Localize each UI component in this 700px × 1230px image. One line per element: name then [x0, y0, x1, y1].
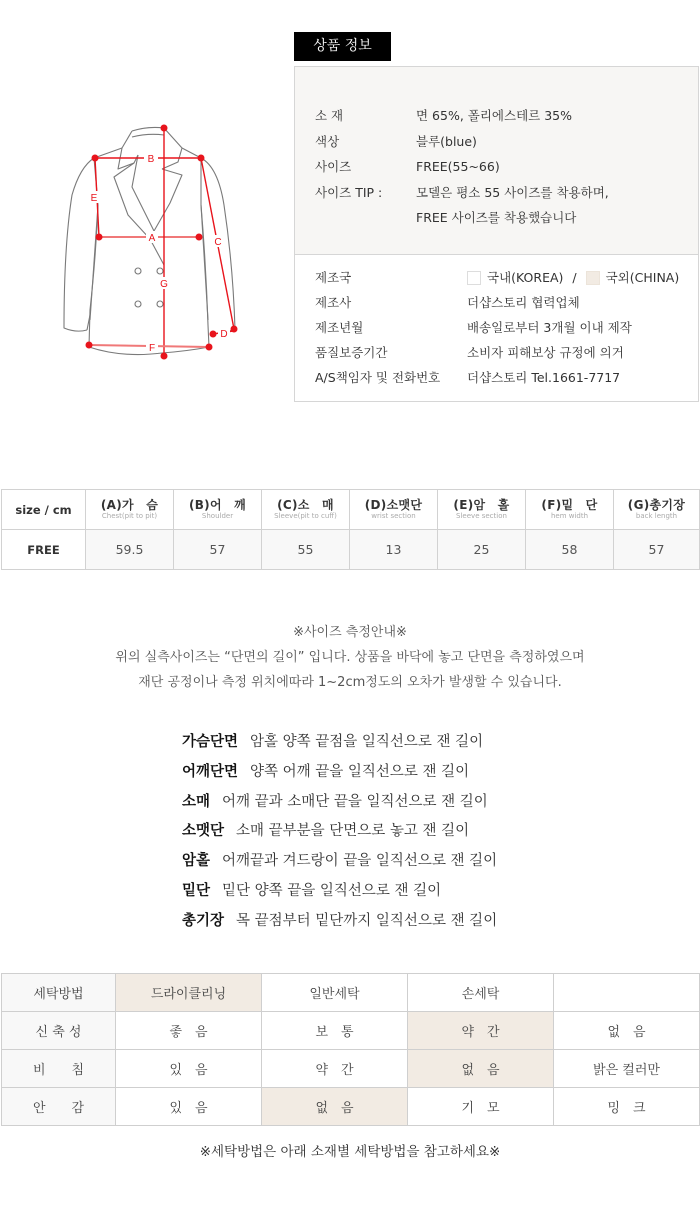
- spec-row-size-tip: [315, 180, 698, 206]
- spec-value: FREE 사이즈를 착용했습니다: [416, 210, 577, 225]
- definition-item: 가슴단면 암홀 양쪽 끝점을 일직선으로 잰 길이: [182, 734, 484, 750]
- svg-text:F: F: [148, 343, 156, 354]
- care-cell-selected: 없 음: [408, 1050, 554, 1088]
- size-value-cell: 57: [614, 530, 700, 570]
- manufacture-date-row: [315, 315, 698, 340]
- col-hem: (F)밑 단 hem width: [526, 490, 614, 530]
- definition-item: 암홀 어깨끝과 겨드랑이 끝을 일직선으로 잰 길이: [182, 853, 498, 870]
- care-cell: 밝은 컬러만: [554, 1050, 700, 1088]
- definition-item: 어깨단면 양쪽 어깨 끝을 일직선으로 잰 길이: [182, 763, 470, 780]
- size-value-cell: 57: [174, 530, 262, 570]
- care-cell: 기 모: [408, 1088, 554, 1126]
- definition-item: 밑단 밑단 양쪽 끝을 일직선으로 잰 길이: [182, 882, 442, 899]
- care-cell: 밍 크: [554, 1088, 700, 1126]
- care-cell: 보 통: [262, 1012, 408, 1050]
- info-value: 소비자 피해보상 규정에 의거: [467, 345, 624, 360]
- care-header-cell: 손세탁: [408, 974, 554, 1012]
- guide-title: ※사이즈 측정안내※: [293, 625, 407, 640]
- care-row-lining: [2, 1088, 700, 1126]
- as-contact-row: [315, 365, 698, 390]
- checkbox-domestic: [467, 271, 481, 285]
- info-value: 더샵스토리 협력업체: [467, 295, 580, 310]
- size-corner-cell: size / cm: [2, 490, 86, 530]
- info-label: 제조년월: [315, 320, 364, 335]
- manufacturer-section: [295, 255, 698, 390]
- manufacturer-row: [315, 290, 698, 315]
- size-value-cell: 25: [438, 530, 526, 570]
- size-value-cell: 59.5: [86, 530, 174, 570]
- care-cell: 있 음: [116, 1050, 262, 1088]
- definition-item: 총기장 목 끝점부터 밑단까지 일직선으로 잰 길이: [182, 912, 498, 929]
- coat-outline-icon: [50, 115, 250, 365]
- definition-item: 소맷단 소매 끝부분을 단면으로 놓고 잰 길이: [182, 823, 470, 840]
- origin-separator: /: [572, 270, 577, 285]
- definition-item: 소매 어깨 끝과 소매단 끝을 일직선으로 잰 길이: [182, 793, 488, 810]
- care-table-header: [2, 974, 700, 1012]
- spec-value: FREE(55~66): [416, 159, 500, 174]
- size-measurement-guide: [0, 620, 700, 695]
- col-sleeve: (C)소 매 Sleeve(pit to cuff): [262, 490, 350, 530]
- size-table: [1, 489, 700, 570]
- origin-label: 제조국: [315, 270, 352, 285]
- product-info-title: 상품 정보: [294, 32, 391, 61]
- svg-text:B: B: [147, 154, 155, 165]
- spec-label: 사이즈 TIP :: [315, 184, 383, 200]
- care-cell: 없 음: [554, 1012, 700, 1050]
- product-info-box: [294, 66, 699, 402]
- care-table: [1, 973, 700, 1126]
- product-spec-section: [295, 67, 698, 255]
- col-length: (G)총기장 back length: [614, 490, 700, 530]
- care-header-cell: 일반세탁: [262, 974, 408, 1012]
- size-value-cell: 13: [350, 530, 438, 570]
- care-row-label: 신 축 성: [2, 1012, 116, 1050]
- size-table-header: [2, 490, 700, 530]
- checkbox-foreign-checked: [586, 271, 600, 285]
- measurement-definitions: [182, 728, 497, 937]
- guide-line: 재단 공정이나 측정 위치에따라 1~2cm정도의 오차가 발생할 수 있습니다.: [138, 675, 562, 690]
- svg-text:E: E: [90, 193, 98, 204]
- size-table-row: [2, 530, 700, 570]
- spec-row-color: [315, 129, 698, 155]
- care-row-sheer: [2, 1050, 700, 1088]
- care-header-cell: 세탁방법: [2, 974, 116, 1012]
- spec-value: 모델은 평소 55 사이즈를 착용하며,: [416, 184, 609, 200]
- spec-label: 사이즈: [315, 159, 352, 174]
- col-wrist: (D)소맷단 wrist section: [350, 490, 438, 530]
- spec-row-material: [315, 103, 698, 129]
- col-shoulder: (B)어 깨 Shoulder: [174, 490, 262, 530]
- guide-line: 위의 실측사이즈는 “단면의 길이” 입니다. 상품을 바닥에 놓고 단면을 측정하였으며: [115, 650, 585, 665]
- svg-text:G: G: [160, 279, 168, 290]
- col-armhole: (E)암 홀 Sleeve section: [438, 490, 526, 530]
- care-cell: 약 간: [262, 1050, 408, 1088]
- care-cell: 좋 음: [116, 1012, 262, 1050]
- care-cell: 있 음: [116, 1088, 262, 1126]
- coat-measurement-diagram: [50, 115, 250, 365]
- size-label-cell: FREE: [2, 530, 86, 570]
- spec-label: 소 재: [315, 108, 344, 123]
- care-cell-selected: 없 음: [262, 1088, 408, 1126]
- info-value: 더샵스토리 Tel.1661-7717: [467, 370, 621, 385]
- warranty-row: [315, 340, 698, 365]
- care-row-label: 비 침: [2, 1050, 116, 1088]
- spec-value: 면 65%, 폴리에스테르 35%: [416, 108, 572, 123]
- origin-foreign: 국외(CHINA): [605, 270, 680, 285]
- svg-text:D: D: [220, 329, 228, 340]
- care-row-stretch: [2, 1012, 700, 1050]
- care-cell-selected: 약 간: [408, 1012, 554, 1050]
- care-row-label: 안 감: [2, 1088, 116, 1126]
- info-label: A/S책임자 및 전화번호: [315, 370, 441, 385]
- origin-domestic: 국내(KOREA): [487, 270, 564, 285]
- spec-row-size-tip-cont: [315, 205, 698, 231]
- care-header-cell: [554, 974, 700, 1012]
- col-chest: (A)가 슴 Chest(pit to pit): [86, 490, 174, 530]
- spec-label: 색상: [315, 133, 340, 149]
- spec-row-size: [315, 154, 698, 180]
- info-value: 배송일로부터 3개월 이내 제작: [467, 320, 632, 335]
- size-value-cell: 55: [262, 530, 350, 570]
- origin-row: [315, 265, 698, 290]
- info-label: 제조사: [315, 295, 352, 310]
- care-header-cell-selected: 드라이클리닝: [116, 974, 262, 1012]
- svg-text:A: A: [148, 233, 156, 244]
- care-note: ※세탁방법은 아래 소재별 세탁방법을 참고하세요※: [199, 1144, 501, 1160]
- info-label: 품질보증기간: [315, 345, 388, 360]
- size-value-cell: 58: [526, 530, 614, 570]
- spec-label: [315, 205, 416, 231]
- svg-text:C: C: [214, 237, 222, 248]
- spec-value: 블루(blue): [416, 133, 477, 149]
